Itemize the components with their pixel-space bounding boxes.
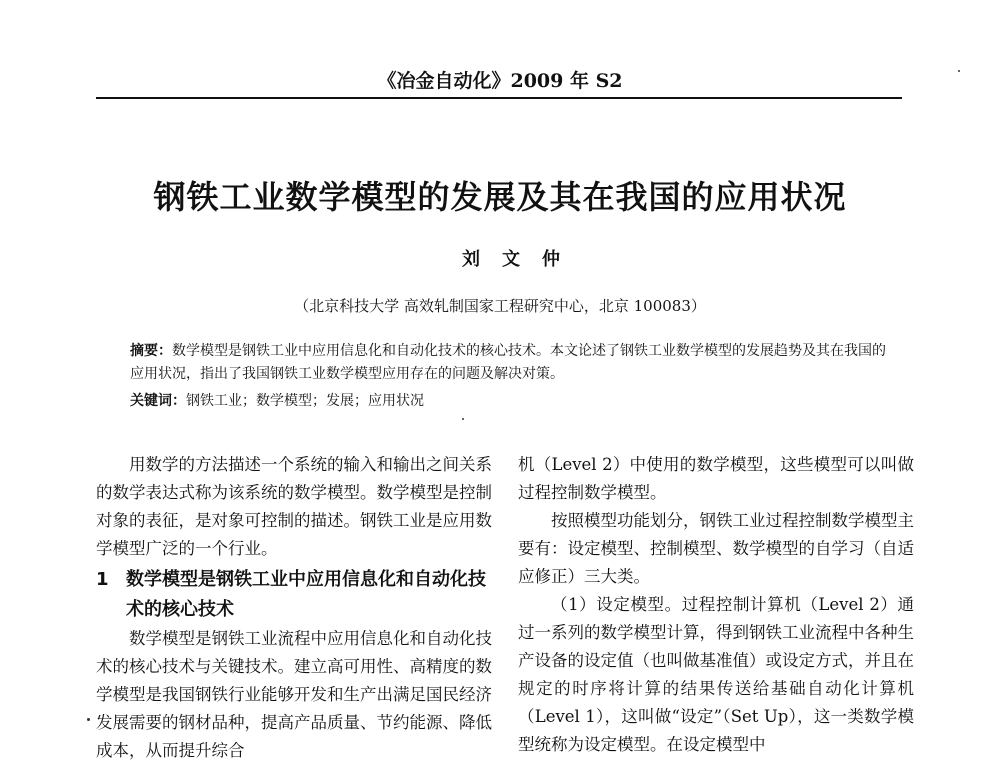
keywords (130, 390, 890, 413)
section-1-title: 数学模型是钢铁工业中应用信息化和自动化技术的核心技术 (126, 569, 486, 620)
scan-speck (87, 718, 90, 721)
scan-speck (958, 70, 960, 72)
left-column (96, 451, 492, 765)
author-affiliation: （北京科技大学 高效轧制国家工程研究中心，北京 100083） (294, 297, 706, 315)
abstract-label: 摘要： (130, 343, 172, 359)
running-head: 《冶金自动化》2009 年 S2 (377, 70, 623, 92)
paper-title: 钢铁工业数学模型的发展及其在我国的应用状况 (153, 178, 847, 216)
right-paragraph-3: （1）设定模型。过程控制计算机（Level 2）通过一系列的数学模型计算，得到钢铁工业流程中各种生产设备的设定值（也叫做基准值）或设定方式，并且在规定的时序将计算的结果传送给基础自动化计算机（Level 1），这叫做“设定”（Set Up），这一类数学模型统称为设定模型。在设定模型中 (518, 595, 914, 754)
keywords-label: 关键词： (130, 393, 186, 409)
right-paragraph-2: 按照模型功能划分，钢铁工业过程控制数学模型主要有：设定模型、控制模型、数学模型的自学习（自适应修正）三大类。 (518, 511, 914, 586)
header-rule (96, 97, 902, 99)
intro-paragraph: 用数学的方法描述一个系统的输入和输出之间关系的数学表达式称为该系统的数学模型。数学模型是控制对象的表征，是对象可控制的描述。钢铁工业是应用数学模型广泛的一个行业。 (96, 455, 492, 558)
right-column (518, 451, 914, 759)
abstract-text: 数学模型是钢铁工业中应用信息化和自动化技术的核心技术。本文论述了钢铁工业数学模型的发展趋势及其在我国的应用状况，指出了我国钢铁工业数学模型应用存在的问题及解决对策。 (130, 343, 886, 382)
scan-speck (462, 418, 464, 420)
right-paragraph-1: 机（Level 2）中使用的数学模型，这些模型可以叫做过程控制数学模型。 (518, 455, 914, 502)
section-1-number: 1 (96, 569, 109, 590)
section-1-heading (96, 565, 492, 625)
abstract (130, 340, 890, 386)
keywords-text: 钢铁工业；数学模型；发展；应用状况 (186, 393, 424, 409)
section-1-paragraph: 数学模型是钢铁工业流程中应用信息化和自动化技术的核心技术与关键技术。建立高可用性、高精度的数学模型是我国钢铁行业能够开发和生产出满足国民经济发展需要的钢材品种，提高产品质量、节约能源、降低成本，从而提升综合 (96, 629, 492, 760)
author-name: 刘文仲 (462, 249, 582, 270)
